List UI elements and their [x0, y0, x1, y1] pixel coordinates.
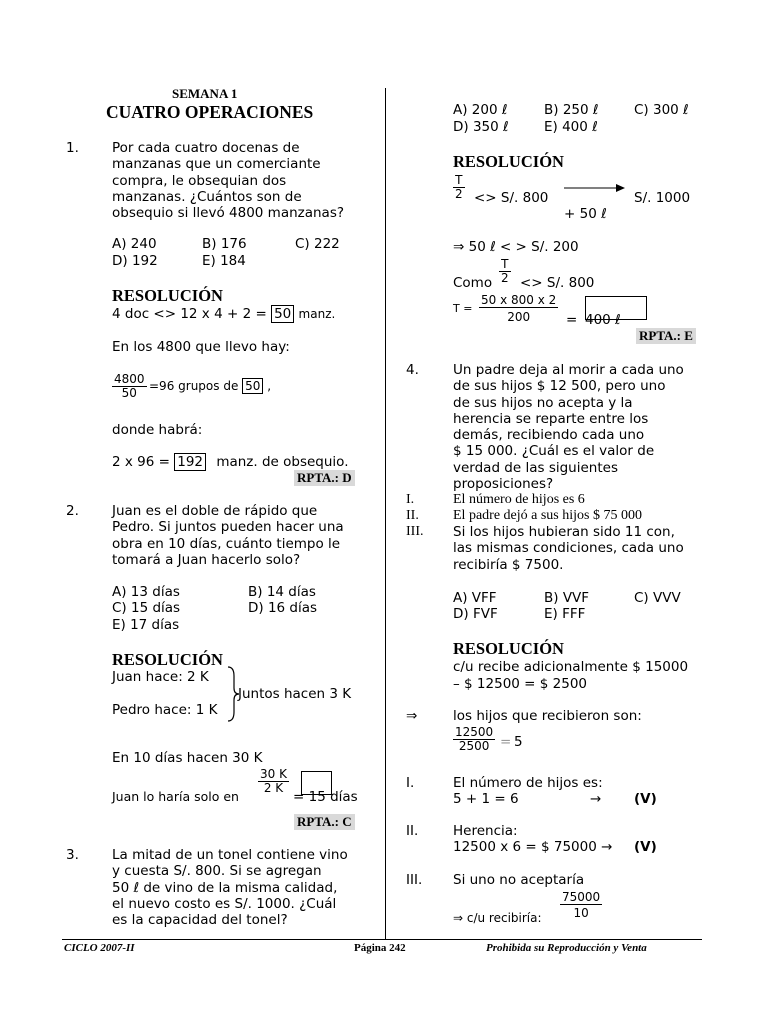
footer-rule: [62, 939, 702, 940]
problem-1-number: 1.: [66, 140, 79, 156]
arrow-right-icon: [564, 182, 626, 194]
resolution-step: donde habrá:: [112, 422, 203, 438]
footer-notice: Prohibida su Reproducción y Venta: [486, 942, 647, 954]
resolution-step: =: [566, 312, 578, 328]
boxed-value: 192: [174, 453, 206, 471]
arrow-right-icon: →: [590, 791, 602, 807]
footer-cycle: CICLO 2007-II: [64, 942, 135, 954]
fraction: $\frac{30 K}{2 K}$: [260, 767, 287, 795]
resolution-step: Como: [453, 275, 493, 291]
resolution-step: ⇒ c/u recibiría:: [453, 911, 542, 925]
problem-4-number: 4.: [406, 362, 419, 378]
answer-badge: RPTA.: E: [636, 328, 696, 344]
option-e: E) 400 ℓ: [544, 119, 598, 135]
option-b: B) 250 ℓ: [544, 102, 599, 118]
proposition-text: El padre dejó a sus hijos $ 75 000: [453, 508, 642, 523]
proposition-number: I.: [406, 492, 415, 507]
fraction: $\frac{4800}{50}$: [114, 372, 145, 400]
proposition-number: II.: [406, 508, 419, 523]
footer-page-number: Página 242: [354, 942, 406, 954]
resolution-step: S/. 1000: [634, 190, 691, 206]
resolution-step: + 50 ℓ: [564, 206, 607, 222]
boxed-value: 50: [242, 378, 263, 394]
resolution-heading: RESOLUCIÓN: [112, 286, 223, 305]
resolution-step: 400 ℓ: [585, 312, 621, 328]
fraction: $\frac{T}{2}$: [455, 173, 463, 201]
resolution-step: El número de hijos es:: [453, 775, 603, 791]
resolution-step: En los 4800 que llevo hay:: [112, 339, 290, 355]
resolution-heading: RESOLUCIÓN: [453, 152, 564, 171]
step-number: III.: [406, 872, 423, 888]
resolution-step: 5: [514, 734, 523, 750]
resolution-step: 2 x 96 = 192 manz. de obsequio.: [112, 454, 349, 470]
option-a: A) VFF: [453, 590, 497, 606]
resolution-step: =96 grupos de 50 ,: [149, 379, 272, 393]
resolution-step: En 10 días hacen 30 K: [112, 750, 263, 766]
problem-3-number: 3.: [66, 847, 79, 863]
proposition-text: El número de hijos es 6: [453, 492, 585, 507]
answer-badge: RPTA.: D: [294, 470, 355, 486]
resolution-step: Juntos hacen 3 K: [238, 686, 352, 702]
problem-4-statement: Un padre deja al morir a cada uno de sus hijos $ 12 500, pero uno de sus hijos no acepta y la herencia se reparte entre los demás, recibiendo cada uno $ 15 000. ¿Cuál es el valor de verdad de las siguientes proposiciones?: [453, 362, 684, 493]
resolution-step: = 15 días: [293, 789, 358, 805]
proposition-number: III.: [406, 524, 424, 539]
resolution-step: Juan hace: 2 K: [112, 669, 209, 685]
option-e: E) FFF: [544, 606, 586, 622]
resolution-heading: RESOLUCIÓN: [453, 639, 564, 658]
option-c: C) 15 días: [112, 600, 181, 616]
resolution-step: – $ 12500 = $ 2500: [453, 676, 587, 692]
problem-1-statement: Por cada cuatro docenas de manzanas que un comerciante compra, le obsequian dos manzanas. ¿Cuántos son de obsequio si llevó 4800 manzanas?: [112, 140, 345, 222]
step-number: I.: [406, 775, 415, 791]
option-d: D) 16 días: [248, 600, 318, 616]
fraction: $\frac{T}{2}$: [501, 257, 509, 285]
option-b: B) 14 días: [248, 584, 316, 600]
option-d: D) 350 ℓ: [453, 119, 509, 135]
option-e: E) 17 días: [112, 617, 180, 633]
resolution-step: =: [500, 734, 512, 750]
fraction: $\frac{75000}{10}$: [562, 890, 601, 920]
page-title: CUATRO OPERACIONES: [106, 102, 314, 122]
resolution-step: 12500 x 6 = $ 75000 →: [453, 839, 613, 855]
fraction: $\frac{12500}{2500}$: [455, 725, 494, 753]
boxed-value: 50: [271, 305, 294, 323]
resolution-step: los hijos que recibieron son:: [453, 708, 642, 724]
step-number: II.: [406, 823, 419, 839]
resolution-step: ⇒ 50 ℓ < > S/. 200: [453, 239, 579, 255]
resolution-step: <> S/. 800: [474, 190, 549, 206]
resolution-step: 5 + 1 = 6: [453, 791, 519, 807]
option-c: C) 222: [295, 236, 340, 252]
proposition-text: Si los hijos hubieran sido 11 con, las mismas condiciones, cada uno recibiría $ 7500.: [453, 524, 684, 573]
resolution-heading: RESOLUCIÓN: [112, 650, 223, 669]
problem-2-statement: Juan es el doble de rápido que Pedro. Si juntos pueden hacer una obra en 10 días, cuánto tiempo le tomará a Juan hacerlo solo?: [112, 503, 344, 568]
resolution-step: c/u recibe adicionalmente $ 15000: [453, 659, 689, 675]
option-b: B) VVF: [544, 590, 590, 606]
option-e: E) 184: [202, 253, 246, 269]
option-d: D) 192: [112, 253, 158, 269]
resolution-step: Juan lo haría solo en: [112, 789, 239, 804]
resolution-step: 4 doc <> 12 x 4 + 2 = 50 manz.: [112, 306, 336, 322]
implies-icon: ⇒: [406, 708, 418, 724]
option-c: C) VVV: [634, 590, 681, 606]
verdict: (V): [634, 839, 657, 855]
option-c: C) 300 ℓ: [634, 102, 689, 118]
resolution-step: T =: [453, 302, 473, 315]
resolution-step: Si uno no aceptaría: [453, 872, 585, 888]
verdict: (V): [634, 791, 657, 807]
option-a: A) 200 ℓ: [453, 102, 508, 118]
answer-badge: RPTA.: C: [294, 814, 355, 830]
option-d: D) FVF: [453, 606, 498, 622]
option-a: A) 240: [112, 236, 157, 252]
column-divider: [385, 88, 386, 940]
fraction: $\frac{50 x 800 x 2}{200}$: [481, 293, 557, 324]
problem-2-number: 2.: [66, 503, 79, 519]
problem-3-statement: La mitad de un tonel contiene vino y cuesta S/. 800. Si se agregan 50 ℓ de vino de la misma calidad, el nuevo costo es S/. 1000. ¿Cuál es la capacidad del tonel?: [112, 847, 348, 929]
resolution-step: <> S/. 800: [520, 275, 595, 291]
resolution-step: Pedro hace: 1 K: [112, 702, 218, 718]
option-b: B) 176: [202, 236, 247, 252]
week-label: SEMANA 1: [172, 86, 238, 101]
option-a: A) 13 días: [112, 584, 180, 600]
resolution-step: Herencia:: [453, 823, 518, 839]
